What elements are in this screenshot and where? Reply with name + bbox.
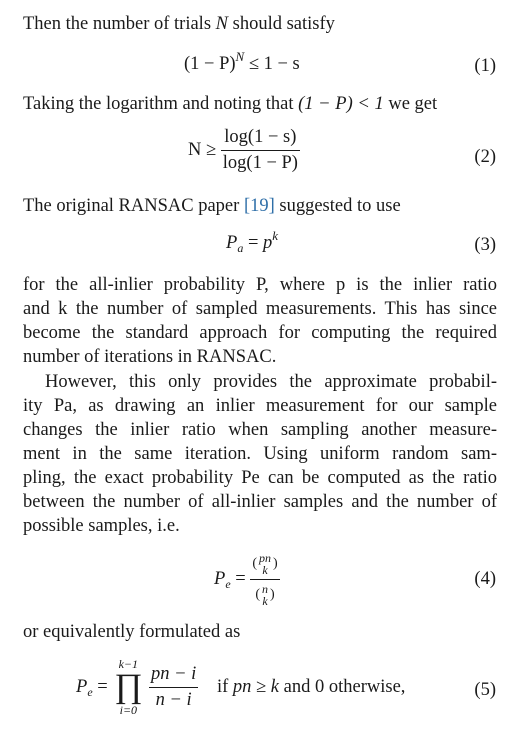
eq5-condition-math: pn ≥ k [232, 676, 280, 697]
eq5-condition-text: if [216, 676, 229, 697]
citation-link[interactable]: [19] [243, 196, 275, 216]
equation-number-2: (2) [474, 147, 496, 167]
eq5-equals: = [92, 676, 113, 697]
eq2-lhs: N ≥ [188, 139, 217, 160]
equation-3 [226, 228, 279, 255]
binom-top: n [262, 582, 268, 596]
eq5-numerator: pn − i [149, 665, 198, 688]
paragraph-line: become the standard approach for computing the required [23, 323, 497, 343]
eq4-subscript: e [225, 577, 231, 592]
paragraph-line: However, this only provides the approximate probabil- [45, 372, 497, 392]
paragraph-line: changes the inlier ratio when sampling another measure- [23, 420, 497, 440]
eq2-numerator: log(1 − s) [221, 128, 300, 151]
text-segment: The original RANSAC paper [23, 196, 240, 216]
paragraph-line: between the number of all-inlier samples and the number of [23, 492, 497, 512]
paragraph-line: for the all-inlier probability P, where p is the inlier ratio [23, 275, 497, 295]
eq5-lhs: P [76, 676, 88, 697]
paragraph-ransac [23, 197, 401, 216]
equation-number-3: (3) [474, 235, 496, 255]
equation-2 [188, 128, 300, 172]
paragraph-line: number of iterations in RANSAC. [23, 347, 277, 367]
paragraph-line: pling, the exact probability Pe can be computed as the ratio [23, 468, 497, 488]
paragraph-line: possible samples, i.e. [23, 516, 180, 536]
eq3-equals: = [243, 233, 263, 253]
eq3-lhs: P [226, 233, 238, 253]
text-segment: Then the number of trials [23, 14, 212, 34]
paragraph-trials [23, 15, 335, 34]
eq1-rhs: ≤ 1 − s [248, 54, 300, 74]
paragraph-logarithm [23, 95, 437, 114]
paragraph-line: and k the number of sampled measurements. This has since [23, 299, 497, 319]
eq5-condition-text: and 0 otherwise, [283, 676, 406, 697]
math-variable: N [215, 14, 228, 34]
eq3-rhs: p [263, 233, 273, 253]
product-upper-limit: k−1 [118, 657, 139, 671]
eq1-exponent: N [235, 49, 245, 64]
equation-number-5: (5) [474, 680, 496, 700]
text-segment: should satisfy [232, 14, 335, 34]
eq4-numerator: ( pn k ) [250, 552, 279, 580]
eq4-denominator: ( n k ) [255, 582, 275, 608]
binom-bottom: k [262, 563, 268, 577]
equation-4 [214, 552, 280, 607]
paragraph-equivalent: or equivalently formulated as [23, 622, 241, 642]
eq4-equals: = [230, 569, 251, 590]
product-symbol: ∏ [114, 668, 143, 705]
eq4-lhs: P [214, 569, 226, 590]
eq5-denominator: n − i [155, 689, 192, 710]
eq3-subscript: a [237, 241, 244, 255]
equation-number-4: (4) [474, 569, 496, 589]
binom-bottom: k [262, 594, 268, 608]
equation-number-1: (1) [474, 56, 496, 76]
equation-1 [184, 49, 300, 74]
eq3-exponent: k [272, 228, 279, 243]
product-lower-limit: i=0 [119, 703, 138, 717]
eq1-lhs: (1 − P) [184, 54, 236, 74]
eq4-fraction [250, 552, 279, 607]
equation-5 [76, 658, 405, 716]
inline-math: (1 − P) < 1 [298, 94, 384, 114]
text-segment: Taking the logarithm and noting that [23, 94, 294, 114]
eq2-denominator: log(1 − P) [222, 152, 298, 173]
paragraph-line: ity Pa, as drawing an inlier measurement for our sample [23, 396, 497, 416]
binom-top: pn [259, 551, 271, 565]
text-segment: suggested to use [279, 196, 401, 216]
eq5-fraction [149, 665, 198, 709]
eq5-product [112, 658, 144, 716]
text-segment: we get [388, 94, 438, 114]
eq2-fraction [221, 128, 300, 172]
eq5-subscript: e [87, 684, 93, 699]
paragraph-line: ment in the same iteration. Using uniform random sam- [23, 444, 497, 464]
